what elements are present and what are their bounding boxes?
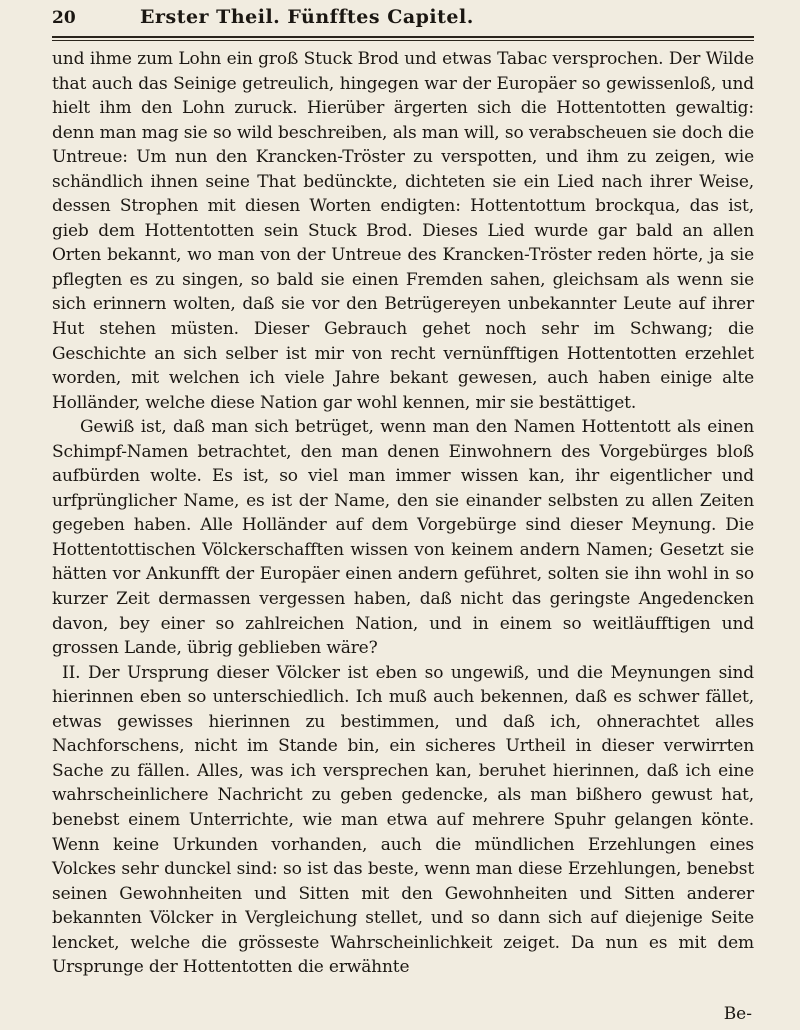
body-text bbox=[52, 47, 754, 980]
running-header bbox=[52, 6, 754, 36]
paragraph-section-ii: II. Der Ursprung dieser Völcker ist eben so ungewiß, und die Meynungen sind hierinnen eben so unterschiedlich. Ich muß auch bekennen, daß es schwer fället, etwas gewisses hierinnen zu bestimmen, und daß ich, ohnerachtet alles Nachforschens, nicht im Stande bin, ein sicheres Urtheil in dieser verwirrten Sache zu fällen. Alles, was ich versprechen kan, beruhet hierinnen, daß ich eine wahrscheinlichere Nachricht zu geben gedencke, als man bißhero gewust hat, benebst einem Unterrichte, wie man etwa auf mehrere Spuhr gelangen könte. Wenn keine Urkunden vorhanden, auch die mündlichen Erzehlungen eines Volckes sehr dunckel sind: so ist das beste, wenn man diese Erzehlungen, benebst seinen Gewohnheiten und Sitten mit den Gewohnheiten und Sitten anderer bekannten Völcker in Vergleichung stellet, und so dann sich auf diejenige Seite lencket, welche die grösseste Wahrscheinlichkeit zeiget. Da nun es mit dem Ursprunge der Hottentotten die erwähnte bbox=[52, 662, 754, 978]
paragraph-continuation: und ihme zum Lohn ein groß Stuck Brod und etwas Tabac versprochen. Der Wilde that auch das Seinige getreulich, hingegen war der Europäer so gewissenloß, und hielt ihm den Lohn zuruck. Hierüber ärgerten sich die Hottentotten gewaltig: denn man mag sie so wild beschreiben, als man will, so verabscheuen sie doch die Untreue: Um nun den Krancken-Tröster zu verspotten, und ihm zu zeigen, wie schändlich ihnen seine That bedünckte, dichteten sie ein Lied nach ihrer Weise, dessen Strophen mit diesen Worten endigten: Hottentottum brockqua, das ist, gieb dem Hottentotten sein Stuck Brod. Dieses Lied wurde gar bald an allen Orten bekannt, wo man von der Untreue des Krancken-Tröster reden hörte, ja sie pflegten es zu singen, so bald sie einen Fremden sahen, gleichsam als wenn sie sich erinnern wolten, daß sie vor den Betrügereyen unbekannter Leute auf ihrer Hut stehen müsten. Dieser Gebrauch gehet noch sehr im Schwang; die Geschichte an sich selber ist mir von recht vernünfftigen Hottentotten erzehlet worden, mit welchen ich viele Jahre bekant gewesen, auch haben einige alte Holländer, welche diese Nation gar wohl kennen, mir sie bestättiget. bbox=[52, 49, 754, 413]
paragraph-hottentott-name: Gewiß ist, daß man sich betrüget, wenn man den Namen Hottentott als einen Schimpf-Namen betrachtet, den man denen Einwohnern des Vorgebürges bloß aufbürden wolte. Es ist, so viel man immer wissen kan, ihr eigentlicher und urfprünglicher Name, es ist der Name, den sie einander selbsten zu allen Zeiten gegeben haben. Alle Holländer auf dem Vorgebürge sind dieser Meynung. Die Hottentottischen Völckerschafften wissen von keinem andern Namen; Gesetzt sie hätten vor Ankunfft der Europäer einen andern geführet, solten sie ihn wohl in so kurzer Zeit dermassen vergessen haben, daß nicht das geringste Angedencken davon, bey einer so zahlreichen Nation, und in einem so weitläufftigen und grossen Lande, übrig geblieben wäre? bbox=[52, 417, 754, 659]
page-number: 20 bbox=[52, 8, 76, 28]
catchword: Be- bbox=[723, 1004, 752, 1024]
running-title: Erster Theil. Fünfftes Capitel. bbox=[140, 6, 474, 28]
header-rule bbox=[52, 36, 754, 41]
